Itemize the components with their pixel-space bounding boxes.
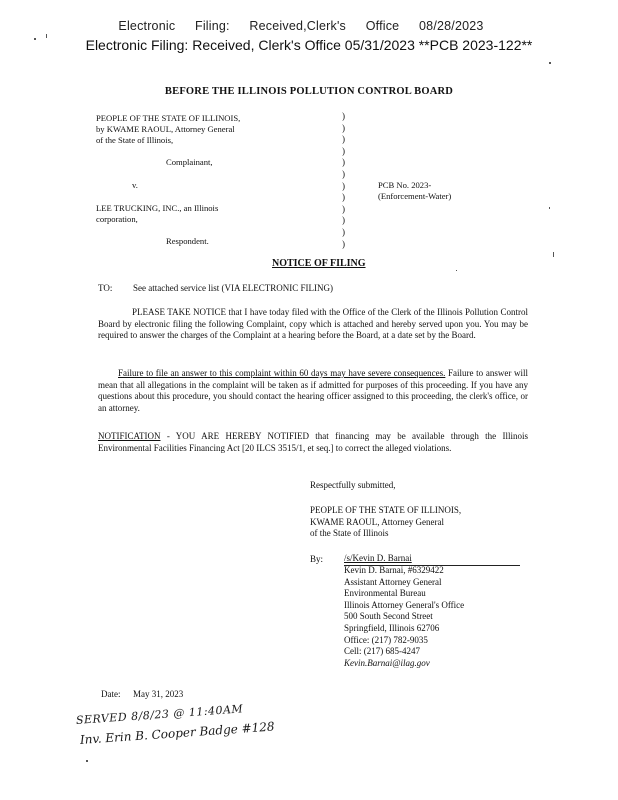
case-no: PCB No. 2023-: [378, 180, 432, 190]
filing-stamp-main: Electronic Filing: Received, Clerk's Office 05/31/2023 **PCB 2023-122**: [85, 37, 533, 53]
signature-party: [310, 505, 461, 540]
esignature-line: [344, 553, 520, 566]
email-address: Kevin.Barnai@ilag.gov: [344, 657, 430, 668]
to-value: See attached service list (VIA ELECTRONIC FILING): [133, 283, 333, 293]
party-line: KWAME RAOUL, Attorney General: [310, 516, 444, 527]
caption-defendant: [96, 203, 218, 225]
handwritten-officer-note: Inv. Erin B. Cooper Badge #128: [79, 719, 275, 747]
to-label: TO:: [98, 283, 113, 293]
defendant-line: corporation,: [96, 214, 138, 224]
scan-speck: [549, 207, 550, 209]
scan-speck: [553, 252, 554, 257]
bureau: Environmental Bureau: [344, 588, 426, 599]
filing-stamp-top: [0, 19, 618, 33]
scan-speck: [46, 34, 47, 38]
case-type: (Enforcement-Water): [378, 191, 452, 201]
scan-speck: [549, 62, 551, 64]
party-line: PEOPLE OF THE STATE OF ILLINOIS,: [310, 505, 462, 515]
cell-phone: Cell: (217) 685-4247: [344, 646, 420, 657]
defendant-line: LEE TRUCKING, INC., an Illinois: [96, 203, 219, 213]
office-name: Illinois Attorney General's Office: [344, 599, 465, 610]
attorney-contact: [344, 565, 464, 669]
party-line: of the State of Illinois: [310, 528, 389, 539]
plaintiff-line: by KWAME RAOUL, Attorney General: [96, 124, 235, 134]
stamp-word: Office: [365, 19, 400, 33]
case-number: [378, 180, 451, 202]
stamp-word: Electronic: [118, 19, 176, 33]
plaintiff-line: of the State of Illinois,: [96, 135, 174, 145]
notice-paragraph: PLEASE TAKE NOTICE that I have today filed with the Office of the Clerk of the Illinois Pollution Control Board by electronic filing the following Complaint, copy which is attached and hereby served upon you. You may be required to answer the charges of the Complaint at a hearing before the Board, at a date set by the Board.: [98, 307, 528, 341]
date-value: May 31, 2023: [133, 689, 184, 699]
caption-plaintiff: [96, 113, 240, 146]
stamp-word: Filing:: [194, 19, 230, 33]
scan-speck: [34, 38, 36, 40]
attorney-name: Kevin D. Barnai, #6329422: [344, 565, 444, 575]
handwritten-served-note: SERVED 8/8/23 @ 11:40AM: [75, 702, 244, 727]
date-label: Date:: [101, 689, 121, 699]
scan-speck: [86, 760, 88, 762]
stamp-date: 08/28/2023: [419, 19, 484, 33]
caption-parentheses: ) ) ) ) ) ) ) ) ) ) ) ): [342, 111, 345, 249]
warning-paragraph: [98, 368, 528, 415]
notification-label: NOTIFICATION: [98, 431, 161, 441]
notification-rest: - YOU ARE HEREBY NOTIFIED that financing may be available through the Illinois Environmental Facilities Financing Act [20 ILCS 3515/1, et seq.] to correct the alleged violations.: [98, 431, 528, 453]
city-address: Springfield, Illinois 62706: [344, 622, 440, 633]
esignature: /s/Kevin D. Barnai: [344, 553, 412, 563]
versus-label: v.: [132, 180, 138, 190]
stamp-word: Received,Clerk's: [249, 19, 347, 33]
closing: Respectfully submitted,: [310, 480, 396, 490]
complainant-label: Complainant,: [166, 157, 213, 167]
notification-paragraph: [98, 431, 528, 454]
plaintiff-line: PEOPLE OF THE STATE OF ILLINOIS,: [96, 113, 241, 123]
board-title: BEFORE THE ILLINOIS POLLUTION CONTROL BOARD: [164, 86, 454, 97]
warning-underlined: Failure to file an answer to this complaint within 60 days may have severe consequences.: [118, 368, 446, 378]
warning-rest: Failure to answer will mean that all allegations in the complaint will be taken as if admitted for purposes of this proceeding. If you have any questions about this procedure, you should contact the hearing officer assigned to this proceeding, the clerk's office, or an attorney.: [98, 368, 528, 414]
office-phone: Office: (217) 782-9035: [344, 634, 428, 645]
by-label: By:: [310, 554, 324, 564]
attorney-title: Assistant Attorney General: [344, 576, 442, 587]
respondent-label: Respondent.: [166, 236, 209, 246]
scan-speck: [456, 270, 457, 271]
street-address: 500 South Second Street: [344, 611, 433, 622]
notice-title: NOTICE OF FILING: [272, 258, 366, 269]
